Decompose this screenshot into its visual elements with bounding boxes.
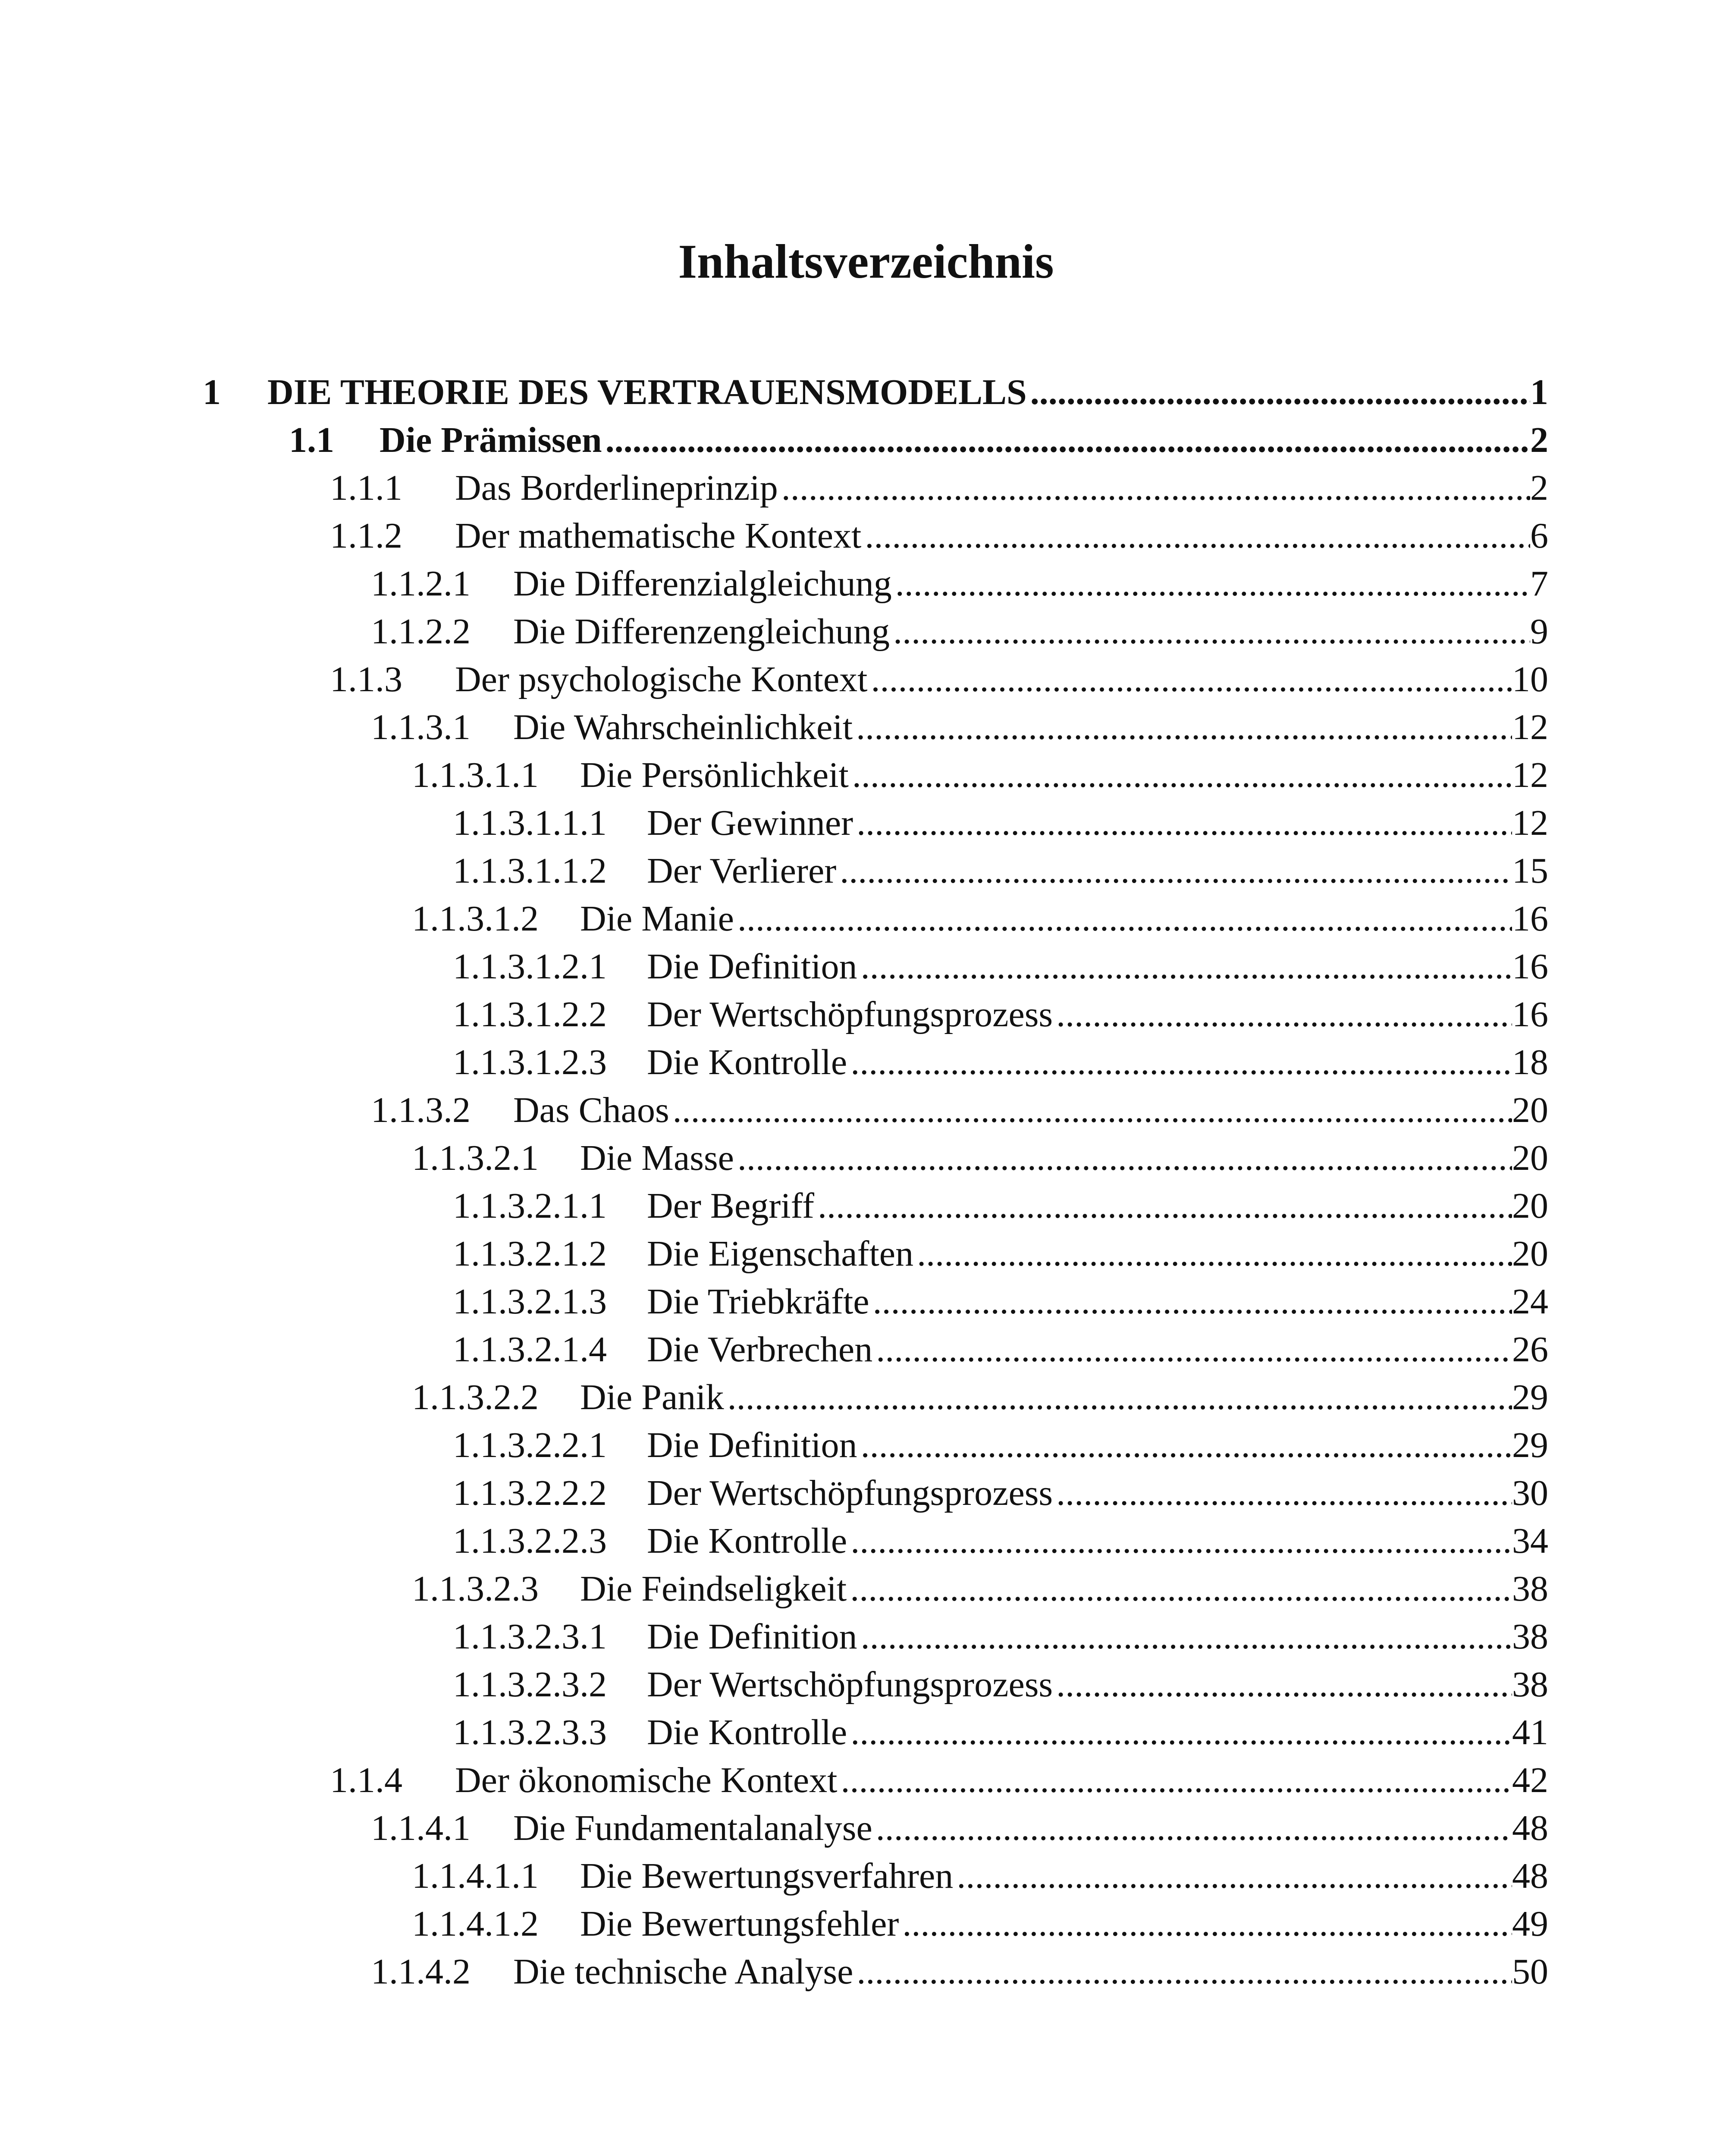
toc-entry-title: DIE THEORIE DES VERTRAUENSMODELLS — [267, 372, 1027, 412]
toc-entry-number: 1.1.3.2.1.4 — [453, 1329, 607, 1369]
toc-entry-page-number: 9 — [1530, 611, 1548, 652]
toc-entry[interactable] — [453, 1278, 1548, 1326]
toc-dot-leader — [852, 752, 1512, 799]
toc-entry-number: 1.1.3.2.3.3 — [453, 1712, 607, 1752]
toc-entry[interactable] — [453, 1613, 1548, 1661]
toc-entry[interactable] — [289, 417, 1548, 464]
toc-entry[interactable] — [371, 1087, 1548, 1134]
toc-entry[interactable] — [453, 1661, 1548, 1708]
toc-entry[interactable] — [453, 847, 1548, 895]
toc-entry-title: Die Definition — [647, 1617, 857, 1657]
toc-entry[interactable] — [330, 1757, 1548, 1804]
toc-dot-leader — [850, 1709, 1512, 1756]
toc-entry-title: Die Persönlichkeit — [580, 755, 849, 795]
toc-entry-number: 1.1.3.2.3.1 — [453, 1617, 607, 1657]
toc-entry-number: 1.1.3.1.2.3 — [453, 1042, 607, 1082]
toc-entry-title: Die Wahrscheinlichkeit — [513, 707, 853, 747]
toc-entry-title: Das Chaos — [513, 1090, 669, 1130]
toc-dot-leader — [871, 656, 1512, 703]
toc-entry[interactable] — [453, 1326, 1548, 1373]
toc-entry-title: Die Definition — [647, 1425, 857, 1465]
toc-entry-title: Die Panik — [580, 1377, 724, 1417]
toc-entry[interactable] — [412, 752, 1548, 799]
toc-entry-number: 1.1.4.1 — [371, 1808, 471, 1848]
toc-entry[interactable] — [453, 943, 1548, 990]
toc-entry[interactable] — [453, 1182, 1548, 1230]
toc-entry-number: 1.1.3.2.2.2 — [453, 1473, 607, 1513]
toc-dot-leader — [850, 1517, 1512, 1565]
toc-entry[interactable] — [330, 656, 1548, 703]
toc-dot-leader — [917, 1230, 1512, 1278]
toc-dot-leader — [857, 1948, 1512, 1996]
toc-entry[interactable] — [453, 1709, 1548, 1756]
toc-entry-title: Der psychologische Kontext — [455, 659, 868, 699]
toc-entry-number: 1.1.2.2 — [371, 611, 471, 652]
toc-entry-title: Der mathematische Kontext — [455, 516, 862, 556]
toc-entry-number: 1.1.3.1.1 — [412, 755, 539, 795]
toc-dot-leader — [818, 1182, 1512, 1230]
toc-entry-page-number: 20 — [1512, 1090, 1548, 1130]
toc-dot-leader — [957, 1852, 1512, 1900]
toc-entry-page-number: 50 — [1512, 1952, 1548, 1992]
toc-entry[interactable] — [412, 1900, 1548, 1948]
toc-entry-number: 1.1.3.2.1 — [412, 1138, 539, 1178]
toc-entry[interactable] — [453, 799, 1548, 847]
toc-entry-number: 1.1.3 — [330, 659, 402, 699]
toc-entry-page-number: 29 — [1512, 1377, 1548, 1417]
toc-entry[interactable] — [203, 369, 1548, 416]
toc-entry-number: 1.1.3.2.1.3 — [453, 1282, 607, 1322]
toc-entry-page-number: 18 — [1512, 1042, 1548, 1082]
toc-entry[interactable] — [412, 895, 1548, 943]
toc-entry-number: 1.1.3.2.2 — [412, 1377, 539, 1417]
toc-entry-number: 1.1.3.2.3 — [412, 1569, 539, 1609]
toc-entry-title: Der Wertschöpfungsprozess — [647, 994, 1053, 1034]
toc-entry[interactable] — [330, 464, 1548, 512]
toc-entry-page-number: 12 — [1512, 755, 1548, 795]
toc-entry-number: 1.1.4.1.2 — [412, 1904, 539, 1944]
toc-entry-number: 1.1.3.2 — [371, 1090, 471, 1130]
toc-entry-title: Die Kontrolle — [647, 1042, 847, 1082]
toc-dot-leader — [841, 1757, 1512, 1804]
toc-entry-title: Die Fundamentalanalyse — [513, 1808, 872, 1848]
toc-entry-page-number: 24 — [1512, 1282, 1548, 1322]
toc-entry[interactable] — [371, 1805, 1548, 1852]
toc-entry-number: 1.1 — [289, 420, 334, 460]
toc-entry-title: Die technische Analyse — [513, 1952, 853, 1992]
toc-entry[interactable] — [412, 1374, 1548, 1421]
toc-entry-page-number: 2 — [1530, 468, 1548, 508]
toc-entry-number: 1.1.3.2.1.2 — [453, 1234, 607, 1274]
toc-dot-leader — [902, 1900, 1512, 1948]
toc-entry-title: Die Definition — [647, 946, 857, 987]
toc-entry[interactable] — [453, 1230, 1548, 1278]
toc-dot-leader — [876, 1805, 1512, 1852]
toc-entry-number: 1.1.4.1.1 — [412, 1856, 539, 1896]
toc-entry-number: 1.1.2.1 — [371, 564, 471, 604]
toc-entry-title: Die Differenzengleichung — [513, 611, 890, 652]
toc-entry-number: 1.1.4.2 — [371, 1952, 471, 1992]
toc-entry[interactable] — [412, 1134, 1548, 1182]
toc-dot-leader — [737, 1134, 1512, 1182]
toc-entry[interactable] — [371, 1948, 1548, 1996]
toc-entry-page-number: 16 — [1512, 994, 1548, 1034]
toc-entry-number: 1.1.3.1.1.2 — [453, 851, 607, 891]
toc-dot-leader — [850, 1565, 1512, 1613]
toc-dot-leader — [861, 1422, 1512, 1469]
toc-entry-title: Die Feindseligkeit — [580, 1569, 847, 1609]
toc-entry[interactable] — [371, 704, 1548, 751]
toc-entry[interactable] — [453, 1039, 1548, 1086]
toc-dot-leader — [856, 704, 1512, 751]
toc-entry[interactable] — [371, 608, 1548, 655]
toc-entry-page-number: 12 — [1512, 803, 1548, 843]
toc-entry-number: 1.1.3.1 — [371, 707, 471, 747]
toc-entry-number: 1.1.4 — [330, 1760, 402, 1800]
toc-entry-title: Der Begriff — [647, 1186, 814, 1226]
toc-entry-page-number: 48 — [1512, 1856, 1548, 1896]
toc-entry-number: 1.1.2 — [330, 516, 402, 556]
toc-dot-leader — [840, 847, 1512, 895]
toc-entry-title: Die Bewertungsfehler — [580, 1904, 899, 1944]
toc-entry-number: 1.1.3.1.2 — [412, 899, 539, 939]
toc-entry-number: 1.1.3.1.2.1 — [453, 946, 607, 987]
toc-dot-leader — [861, 943, 1512, 990]
toc-dot-leader — [857, 799, 1512, 847]
toc-dot-leader — [737, 895, 1512, 943]
toc-entry-number: 1.1.3.2.3.2 — [453, 1664, 607, 1705]
toc-entry-title: Die Triebkräfte — [647, 1282, 869, 1322]
toc-entry-number: 1.1.3.2.2.1 — [453, 1425, 607, 1465]
toc-dot-leader — [1056, 1470, 1512, 1517]
toc-entry[interactable] — [371, 560, 1548, 608]
toc-dot-leader — [673, 1087, 1512, 1134]
toc-dot-leader — [1056, 1661, 1512, 1708]
toc-entry-page-number: 7 — [1530, 564, 1548, 604]
toc-entry-page-number: 48 — [1512, 1808, 1548, 1848]
toc-entry[interactable] — [453, 1517, 1548, 1565]
toc-entry-title: Die Eigenschaften — [647, 1234, 914, 1274]
toc-dot-leader — [865, 512, 1530, 560]
toc-entry[interactable] — [453, 1422, 1548, 1469]
toc-entry-title: Die Differenzialgleichung — [513, 564, 892, 604]
toc-entry[interactable] — [412, 1852, 1548, 1900]
toc-entry-title: Der Gewinner — [647, 803, 853, 843]
toc-dot-leader — [1056, 991, 1512, 1038]
toc-entry-title: Der Wertschöpfungsprozess — [647, 1664, 1053, 1705]
toc-entry[interactable] — [330, 512, 1548, 560]
toc-entry-number: 1.1.3.1.1.1 — [453, 803, 607, 843]
toc-entry-page-number: 42 — [1512, 1760, 1548, 1800]
toc-entry-title: Der Wertschöpfungsprozess — [647, 1473, 1053, 1513]
toc-entry-title: Die Kontrolle — [647, 1521, 847, 1561]
toc-entry-title: Die Prämissen — [380, 420, 602, 460]
toc-entry-title: Die Verbrechen — [647, 1329, 873, 1369]
toc-entry[interactable] — [453, 1470, 1548, 1517]
toc-entry-number: 1.1.3.2.2.3 — [453, 1521, 607, 1561]
toc-entry-page-number: 10 — [1512, 659, 1548, 699]
toc-dot-leader — [861, 1613, 1512, 1661]
toc-entry-page-number: 29 — [1512, 1425, 1548, 1465]
toc-dot-leader — [850, 1039, 1512, 1086]
toc-dot-leader — [606, 417, 1530, 464]
toc-entry[interactable] — [453, 991, 1548, 1038]
toc-entry-number: 1.1.1 — [330, 468, 402, 508]
toc-dot-leader — [876, 1326, 1512, 1373]
toc-entry-page-number: 26 — [1512, 1329, 1548, 1369]
toc-entry-title: Das Borderlineprinzip — [455, 468, 778, 508]
toc-entry-title: Die Manie — [580, 899, 734, 939]
toc-entry-title: Die Masse — [580, 1138, 734, 1178]
toc-entry-number: 1.1.3.2.1.1 — [453, 1186, 607, 1226]
toc-entry-page-number: 1 — [1530, 372, 1548, 412]
toc-entry-page-number: 30 — [1512, 1473, 1548, 1513]
toc-entry-page-number: 34 — [1512, 1521, 1548, 1561]
toc-dot-leader — [781, 464, 1530, 512]
toc-entry-page-number: 16 — [1512, 899, 1548, 939]
toc-entry-page-number: 38 — [1512, 1569, 1548, 1609]
toc-entry-page-number: 16 — [1512, 946, 1548, 987]
toc-entry-title: Der ökonomische Kontext — [455, 1760, 838, 1800]
toc-entry[interactable] — [412, 1565, 1548, 1613]
toc-entry-page-number: 49 — [1512, 1904, 1548, 1944]
toc-entry-page-number: 12 — [1512, 707, 1548, 747]
toc-entry-page-number: 2 — [1530, 420, 1548, 460]
toc-entry-page-number: 38 — [1512, 1664, 1548, 1705]
toc-entry-title: Die Kontrolle — [647, 1712, 847, 1752]
toc-dot-leader — [873, 1278, 1512, 1326]
toc-entry-page-number: 20 — [1512, 1234, 1548, 1274]
toc-entry-number: 1.1.3.1.2.2 — [453, 994, 607, 1034]
toc-dot-leader — [1030, 369, 1530, 416]
toc-entry-page-number: 15 — [1512, 851, 1548, 891]
toc-entry-page-number: 20 — [1512, 1186, 1548, 1226]
toc-entry-title: Die Bewertungsverfahren — [580, 1856, 954, 1896]
toc-dot-leader — [895, 560, 1530, 608]
toc-entry-page-number: 38 — [1512, 1617, 1548, 1657]
toc-entry-page-number: 6 — [1530, 516, 1548, 556]
page-title: Inhaltsverzeichnis — [678, 235, 1054, 288]
toc-entry-number: 1 — [203, 372, 221, 412]
toc-entry-page-number: 20 — [1512, 1138, 1548, 1178]
toc-dot-leader — [893, 608, 1530, 655]
toc-dot-leader — [728, 1374, 1512, 1421]
toc-entry-page-number: 41 — [1512, 1712, 1548, 1752]
toc-entry-title: Der Verlierer — [647, 851, 837, 891]
